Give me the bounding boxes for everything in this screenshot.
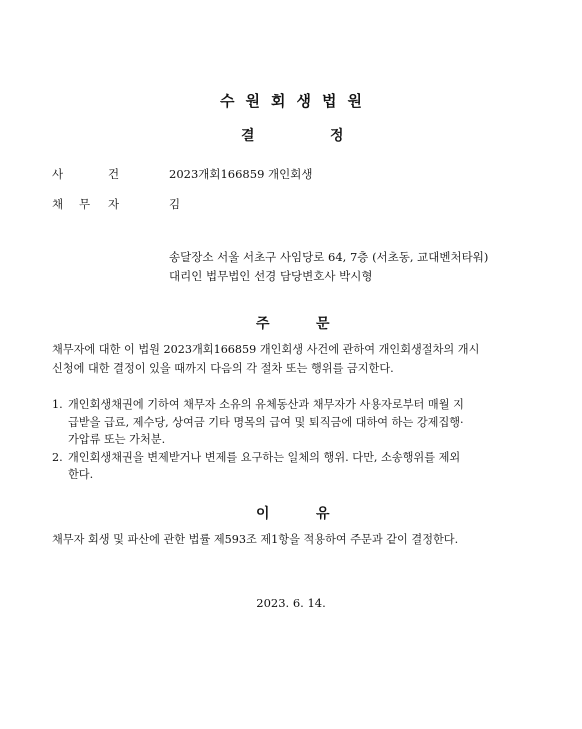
case-number: 2023개회166859 개인회생 (169, 167, 313, 181)
court-name: 수원회생법원 (220, 92, 373, 110)
reason-heading-char-1: 이 (256, 506, 270, 522)
debtor-label-char-3: 자 (108, 197, 120, 211)
list-item-number: 1. (52, 398, 63, 411)
list-item-line: 급받을 급료, 제수당, 상여금 기타 명목의 급여 및 퇴직금에 대하여 하는 강제집행· (68, 415, 464, 429)
case-label-char-1: 사 (52, 167, 64, 181)
order-text-line-1: 채무자에 대한 이 법원 2023개회166859 개인회생 사건에 관하여 개인회생절차의 개시 (52, 343, 480, 356)
order-text-line-2: 신청에 대한 결정이 있을 때까지 다음의 각 절차 또는 행위를 금지한다. (52, 362, 394, 375)
list-item-number: 2. (52, 450, 63, 464)
debtor-name: 김 (169, 197, 181, 211)
list-item-line: 가압류 또는 가처분. (68, 433, 166, 446)
prohibited-acts-list (52, 396, 532, 484)
decision-date: 2023. 6. 14. (256, 596, 326, 610)
debtor-label-char-2: 무 (79, 197, 91, 211)
debtor-label-char-1: 채 (52, 197, 64, 211)
list-item (52, 449, 532, 484)
agent-info: 대리인 법무법인 선경 담당변호사 박시형 (169, 269, 373, 283)
order-heading-char-2: 문 (316, 316, 330, 332)
list-item-line: 한다. (68, 468, 94, 481)
list-item (52, 396, 532, 449)
list-item-line: 개인회생채권에 기하여 채무자 소유의 유체동산과 채무자가 사용자로부터 매월 지 (68, 398, 464, 411)
list-item-line: 개인회생채권을 변제받거나 변제를 요구하는 일체의 행위. 다만, 소송행위를 제외 (68, 450, 461, 464)
order-heading-char-1: 주 (256, 316, 270, 332)
doc-title-char-2: 정 (330, 128, 344, 144)
reason-heading-char-2: 유 (316, 506, 330, 522)
service-address: 송달장소 서울 서초구 사임당로 64, 7층 (서초동, 교대벤처타워) (169, 250, 489, 264)
case-label-char-2: 건 (108, 167, 120, 181)
reason-text: 채무자 회생 및 파산에 관한 법률 제593조 제1항을 적용하여 주문과 같이 결정한다. (52, 533, 459, 546)
doc-title-char-1: 결 (241, 128, 255, 144)
